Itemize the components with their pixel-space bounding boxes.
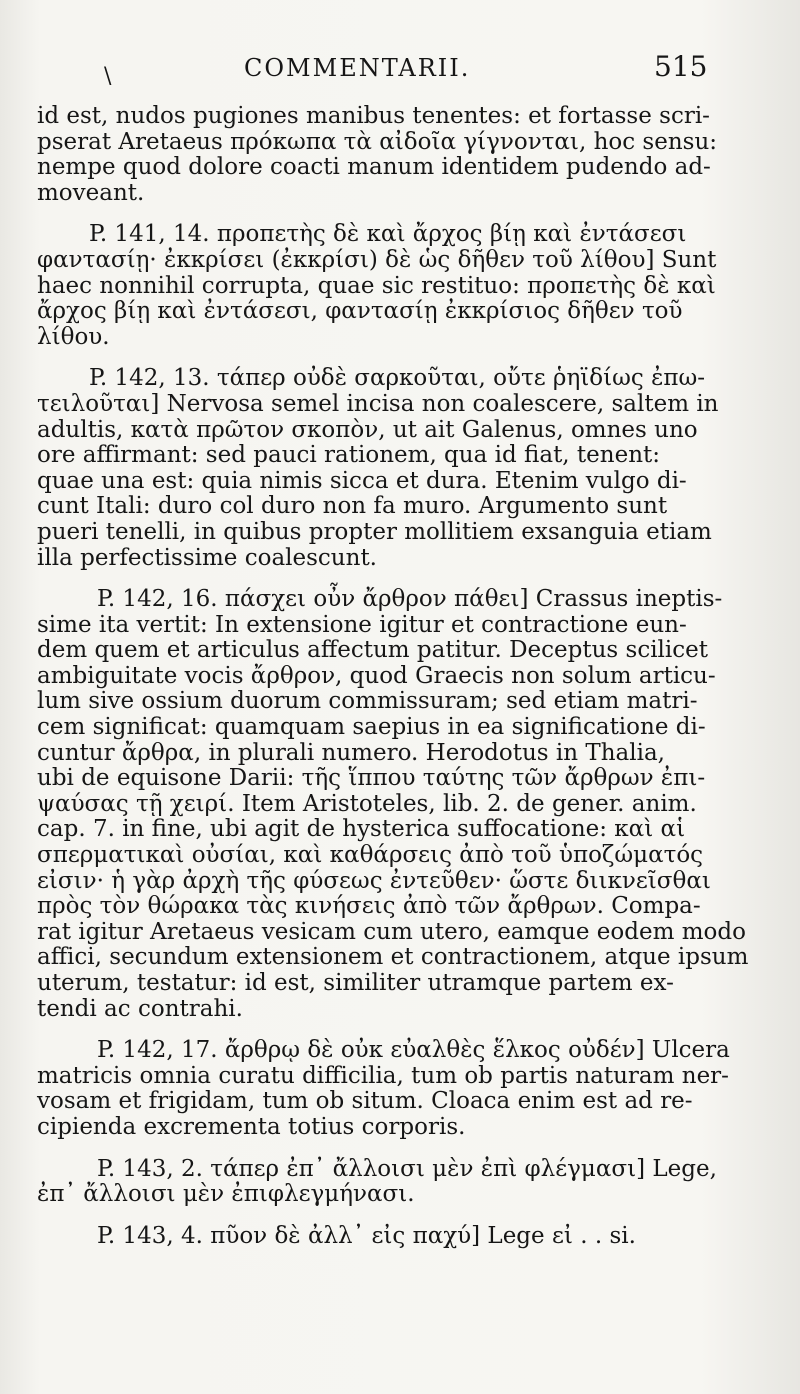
- text-line: affici, secundum extensionem et contractionem, atque ipsum: [37, 944, 749, 971]
- paragraph-5: [37, 1037, 730, 1140]
- commentary-text: [37, 103, 749, 1249]
- text-line: ambiguitate vocis ἄρθρον, quod Graecis non solum articu-: [37, 662, 716, 689]
- text-line: ψαύσας τῇ χειρί. Item Aristoteles, lib. 2. de gener. anim.: [37, 790, 697, 817]
- text-line: cem significat: quamquam saepius in ea significatione di-: [37, 714, 706, 741]
- text-line: cipienda excrementa totius corporis.: [37, 1113, 466, 1140]
- text-line: P. 142, 13. τάπερ οὐδὲ σαρκοῦται, οὔτε ῥηϊδίως ἐπω-: [89, 365, 706, 392]
- text-line: pserat Aretaeus πρόκωπα τὰ αἰδοῖα γίγνονται, hoc sensu:: [37, 128, 718, 155]
- text-line: πρὸς τὸν θώρακα τὰς κινήσεις ἀπὸ τῶν ἄρθρων. Compa-: [37, 893, 701, 920]
- text-line: uterum, testatur: id est, similiter utramque partem ex-: [37, 970, 674, 996]
- text-line: tendi ac contrahi.: [37, 995, 243, 1022]
- text-line: adultis, κατὰ πρῶτον σκοπὸν, ut ait Galenus, omnes uno: [37, 416, 698, 443]
- text-line: cap. 7. in fine, ubi agit de hysterica suffocatione: καὶ αἱ: [37, 816, 686, 843]
- text-line: matricis omnia curatu difficilia, tum ob partis naturam ner-: [37, 1062, 729, 1089]
- text-line: quae una est: quia nimis sicca et dura. Etenim vulgo di-: [37, 467, 687, 494]
- text-line: nempe quod dolore coacti manum identidem pudendo ad-: [37, 154, 711, 181]
- text-line: cuntur ἄρθρα, in plurali numero. Herodotus in Thalia,: [37, 739, 665, 766]
- text-line: cunt Itali: duro col duro non fa muro. Argumento sunt: [37, 493, 668, 520]
- margin-mark: \: [104, 64, 112, 89]
- text-line: moveant.: [37, 179, 145, 206]
- text-line: ore affirmant: sed pauci rationem, qua id fiat, tenent:: [37, 442, 661, 469]
- text-line: εἰσιν· ἡ γὰρ ἀρχὴ τῆς φύσεως ἐντεῦθεν· ὥστε διικνεῖσθαι: [37, 867, 711, 894]
- text-line: ubi de equisone Darii: τῆς ἵππου ταύτης τῶν ἄρθρων ἐπι-: [37, 765, 706, 792]
- text-line: σπερματικαὶ οὐσίαι, καὶ καθάρσεις ἀπὸ τοῦ ὑποζώματός: [37, 842, 704, 869]
- text-line: ἐπ᾽ ἄλλοισι μὲν ἐπιφλεγμήνασι.: [37, 1181, 415, 1208]
- text-line: lum sive ossium duorum commissuram; sed etiam matri-: [37, 688, 698, 715]
- text-line: λίθου.: [37, 323, 110, 350]
- text-line: rat igitur Aretaeus vesicam cum utero, eamque eodem modo: [37, 918, 746, 945]
- text-line: sime ita vertit: In extensione igitur et contractione eun-: [37, 611, 687, 638]
- text-line: illa perfectissime coalescunt.: [37, 544, 377, 571]
- text-line: P. 141, 14. προπετὴς δὲ καὶ ἄρχος βίῃ καὶ ἐντάσεσι: [89, 221, 687, 248]
- running-header: [0, 48, 800, 92]
- text-line: P. 143, 4. πῦον δὲ ἀλλ᾽ εἰς παχύ] Lege εἰ . . si.: [97, 1222, 636, 1249]
- text-line: pueri tenelli, in quibus propter mollitiem exsanguia etiam: [37, 518, 712, 545]
- paragraph-2: [37, 221, 717, 350]
- text-line: haec nonnihil corrupta, quae sic restituo: προπετὴς δὲ καὶ: [37, 272, 716, 299]
- text-line: ἄρχος βίῃ καὶ ἐντάσεσι, φαντασίῃ ἐκκρίσιος δῆθεν τοῦ: [37, 298, 683, 325]
- text-line: P. 142, 16. πάσχει οὖν ἄρθρον πάθει] Crassus ineptis-: [97, 586, 723, 613]
- text-line: dem quem et articulus affectum patitur. Deceptus scilicet: [37, 637, 708, 664]
- running-title: COMMENTARII.: [244, 54, 471, 82]
- paragraph-1: [37, 103, 718, 206]
- paragraph-3: [37, 365, 719, 571]
- page-number: 515: [654, 50, 708, 83]
- text-line: P. 143, 2. τάπερ ἐπ᾽ ἄλλοισι μὲν ἐπὶ φλέγμασι] Lege,: [97, 1155, 717, 1182]
- text-line: P. 142, 17. ἄρθρῳ δὲ οὐκ εὐαλθὲς ἕλκος οὐδέν] Ulcera: [97, 1037, 730, 1064]
- text-line: id est, nudos pugiones manibus tenentes: et fortasse scri-: [37, 103, 710, 129]
- paragraph-4: [37, 586, 749, 1022]
- text-line: φαντασίῃ· ἐκκρίσει (ἐκκρίσι) δὲ ὡς δῆθεν τοῦ λίθου] Sunt: [37, 246, 717, 273]
- text-line: vosam et frigidam, tum ob situm. Cloaca enim est ad re-: [37, 1088, 693, 1115]
- text-line: τειλοῦται] Nervosa semel incisa non coalescere, saltem in: [37, 390, 719, 417]
- paragraph-6: [37, 1155, 717, 1208]
- paragraph-7: [37, 1224, 709, 1250]
